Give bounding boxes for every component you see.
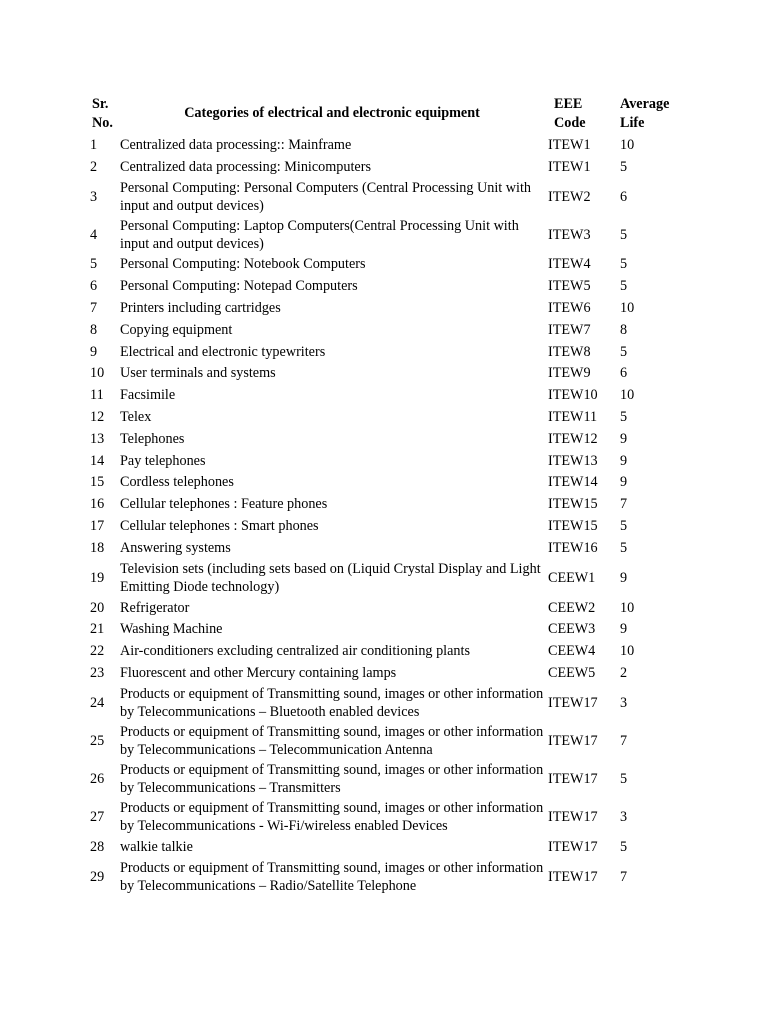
sr-no-cell: 16 bbox=[90, 496, 105, 513]
table-row bbox=[88, 297, 688, 319]
average-life-cell: 5 bbox=[620, 770, 628, 787]
category-cell: Pay telephones bbox=[120, 452, 206, 469]
category-cell: User terminals and systems bbox=[120, 365, 276, 382]
category-cell: Products or equipment of Transmitting sound, images or other information by Telecommunications – Telecommunication Antenna bbox=[120, 723, 544, 758]
average-life-cell: 7 bbox=[620, 496, 628, 513]
average-life-cell: 9 bbox=[620, 621, 628, 638]
eee-code-cell: ITEW16 bbox=[548, 539, 598, 556]
average-life-cell: 10 bbox=[620, 643, 635, 660]
average-life-cell: 9 bbox=[620, 430, 628, 447]
category-cell: Products or equipment of Transmitting sound, images or other information by Telecommunications – Transmitters bbox=[120, 761, 544, 796]
sr-no-cell: 22 bbox=[90, 643, 105, 660]
sr-no-cell: 4 bbox=[90, 226, 98, 243]
table-row bbox=[88, 493, 688, 515]
eee-code-cell: ITEW15 bbox=[548, 496, 598, 513]
eee-code-cell: ITEW6 bbox=[548, 300, 591, 317]
sr-no-cell: 6 bbox=[90, 278, 98, 295]
average-life-cell: 8 bbox=[620, 321, 628, 338]
category-cell: Refrigerator bbox=[120, 599, 190, 616]
sr-no-cell: 28 bbox=[90, 838, 105, 855]
average-life-cell: 10 bbox=[620, 300, 635, 317]
category-cell: Products or equipment of Transmitting sound, images or other information by Telecommunications – Bluetooth enabled devices bbox=[120, 685, 544, 720]
header-life-line1: Average bbox=[620, 96, 670, 112]
header-category: Categories of electrical and electronic equipment bbox=[184, 105, 480, 122]
category-cell: Products or equipment of Transmitting sound, images or other information by Telecommunications – Radio/Satellite Telephone bbox=[120, 859, 544, 894]
table-row bbox=[88, 619, 688, 641]
average-life-cell: 6 bbox=[620, 365, 628, 382]
table-row bbox=[88, 341, 688, 363]
eee-code-cell: ITEW17 bbox=[548, 838, 598, 855]
eee-code-cell: ITEW17 bbox=[548, 732, 598, 749]
table-row bbox=[88, 640, 688, 662]
table-row bbox=[88, 684, 688, 722]
table-row bbox=[88, 836, 688, 858]
eee-code-cell: ITEW8 bbox=[548, 343, 591, 360]
table-row bbox=[88, 134, 688, 156]
table-row bbox=[88, 559, 688, 597]
sr-no-cell: 10 bbox=[90, 365, 105, 382]
eee-code-cell: ITEW7 bbox=[548, 321, 591, 338]
sr-no-cell: 23 bbox=[90, 665, 105, 682]
average-life-cell: 5 bbox=[620, 278, 628, 295]
sr-no-cell: 24 bbox=[90, 694, 105, 711]
table-row bbox=[88, 597, 688, 619]
eee-code-cell: ITEW4 bbox=[548, 256, 591, 273]
eee-code-cell: ITEW11 bbox=[548, 409, 598, 426]
table-row bbox=[88, 450, 688, 472]
eee-code-cell: ITEW17 bbox=[548, 868, 598, 885]
average-life-cell: 6 bbox=[620, 188, 628, 205]
eee-code-cell: ITEW15 bbox=[548, 518, 598, 535]
table-row bbox=[88, 722, 688, 760]
sr-no-cell: 29 bbox=[90, 868, 105, 885]
eee-code-cell: ITEW17 bbox=[548, 808, 598, 825]
sr-no-cell: 8 bbox=[90, 321, 98, 338]
sr-no-cell: 9 bbox=[90, 343, 98, 360]
header-row bbox=[88, 94, 688, 134]
table-row bbox=[88, 216, 688, 254]
category-cell: Personal Computing: Laptop Computers(Central Processing Unit with input and output devices) bbox=[120, 217, 519, 252]
eee-average-life-table bbox=[88, 94, 688, 896]
table-row bbox=[88, 319, 688, 341]
average-life-cell: 3 bbox=[620, 808, 628, 825]
sr-no-cell: 3 bbox=[90, 188, 98, 205]
average-life-cell: 9 bbox=[620, 474, 628, 491]
sr-no-cell: 5 bbox=[90, 256, 98, 273]
category-cell: Products or equipment of Transmitting sound, images or other information by Telecommunications - Wi-Fi/wireless enabled Devices bbox=[120, 799, 544, 834]
header-sr-line1: Sr. bbox=[92, 96, 109, 112]
header-average-life bbox=[610, 94, 688, 134]
sr-no-cell: 27 bbox=[90, 808, 105, 825]
category-cell: Cordless telephones bbox=[120, 474, 234, 491]
table-row bbox=[88, 798, 688, 836]
eee-code-cell: ITEW1 bbox=[548, 136, 591, 153]
category-cell: Fluorescent and other Mercury containing lamps bbox=[120, 665, 397, 682]
header-eee-code bbox=[546, 94, 610, 134]
eee-code-cell: ITEW1 bbox=[548, 158, 591, 175]
average-life-cell: 9 bbox=[620, 569, 628, 586]
eee-code-cell: ITEW10 bbox=[548, 387, 598, 404]
table-row bbox=[88, 515, 688, 537]
table-row bbox=[88, 760, 688, 798]
average-life-cell: 5 bbox=[620, 838, 628, 855]
average-life-cell: 5 bbox=[620, 158, 628, 175]
table-row bbox=[88, 178, 688, 216]
table-row bbox=[88, 275, 688, 297]
sr-no-cell: 7 bbox=[90, 300, 98, 317]
category-cell: Television sets (including sets based on (Liquid Crystal Display and Light Emitting Diode technology) bbox=[120, 560, 541, 595]
category-cell: Cellular telephones : Smart phones bbox=[120, 518, 319, 535]
eee-code-cell: ITEW3 bbox=[548, 226, 591, 243]
average-life-cell: 7 bbox=[620, 732, 628, 749]
category-cell: Centralized data processing: Minicomputers bbox=[120, 158, 371, 175]
table-row bbox=[88, 384, 688, 406]
category-cell: Electrical and electronic typewriters bbox=[120, 343, 326, 360]
average-life-cell: 10 bbox=[620, 387, 635, 404]
sr-no-cell: 25 bbox=[90, 732, 105, 749]
average-life-cell: 5 bbox=[620, 226, 628, 243]
category-cell: Cellular telephones : Feature phones bbox=[120, 496, 328, 513]
category-cell: Printers including cartridges bbox=[120, 300, 281, 317]
sr-no-cell: 18 bbox=[90, 539, 105, 556]
category-cell: Answering systems bbox=[120, 539, 231, 556]
eee-code-cell: ITEW5 bbox=[548, 278, 591, 295]
sr-no-cell: 2 bbox=[90, 158, 98, 175]
sr-no-cell: 20 bbox=[90, 599, 105, 616]
sr-no-cell: 17 bbox=[90, 518, 105, 535]
table-row bbox=[88, 858, 688, 896]
table-header bbox=[88, 94, 688, 134]
eee-code-cell: ITEW13 bbox=[548, 452, 598, 469]
header-code-line1: EEE bbox=[554, 96, 583, 112]
eee-code-cell: CEEW1 bbox=[548, 569, 596, 586]
table-row bbox=[88, 363, 688, 385]
table-body bbox=[88, 134, 688, 896]
average-life-cell: 10 bbox=[620, 136, 635, 153]
sr-no-cell: 19 bbox=[90, 569, 105, 586]
sr-no-cell: 13 bbox=[90, 430, 105, 447]
category-cell: Personal Computing: Personal Computers (Central Processing Unit with input and output devices) bbox=[120, 179, 532, 214]
category-cell: Telephones bbox=[120, 430, 185, 447]
eee-code-cell: CEEW3 bbox=[548, 621, 596, 638]
eee-code-cell: ITEW9 bbox=[548, 365, 591, 382]
table-row bbox=[88, 662, 688, 684]
category-cell: Air-conditioners excluding centralized air conditioning plants bbox=[120, 643, 470, 660]
table-row bbox=[88, 472, 688, 494]
category-cell: Telex bbox=[120, 409, 152, 426]
category-cell: Facsimile bbox=[120, 387, 176, 404]
header-sr-line2: No. bbox=[92, 114, 113, 131]
eee-code-cell: ITEW12 bbox=[548, 430, 598, 447]
average-life-cell: 2 bbox=[620, 665, 628, 682]
sr-no-cell: 15 bbox=[90, 474, 105, 491]
sr-no-cell: 11 bbox=[90, 387, 104, 404]
category-cell: Personal Computing: Notepad Computers bbox=[120, 278, 358, 295]
sr-no-cell: 1 bbox=[90, 136, 98, 153]
average-life-cell: 5 bbox=[620, 539, 628, 556]
sr-no-cell: 21 bbox=[90, 621, 105, 638]
table-row bbox=[88, 428, 688, 450]
category-cell: Centralized data processing:: Mainframe bbox=[120, 136, 352, 153]
category-cell: Personal Computing: Notebook Computers bbox=[120, 256, 366, 273]
eee-code-cell: ITEW17 bbox=[548, 770, 598, 787]
average-life-cell: 9 bbox=[620, 452, 628, 469]
eee-code-cell: CEEW4 bbox=[548, 643, 596, 660]
average-life-cell: 5 bbox=[620, 343, 628, 360]
category-cell: Washing Machine bbox=[120, 621, 223, 638]
sr-no-cell: 26 bbox=[90, 770, 105, 787]
table-row bbox=[88, 254, 688, 276]
table-row bbox=[88, 406, 688, 428]
sr-no-cell: 12 bbox=[90, 409, 105, 426]
header-life-line2: Life bbox=[620, 114, 645, 131]
table-row bbox=[88, 537, 688, 559]
average-life-cell: 5 bbox=[620, 256, 628, 273]
average-life-cell: 10 bbox=[620, 599, 635, 616]
eee-code-cell: ITEW17 bbox=[548, 694, 598, 711]
eee-code-cell: ITEW2 bbox=[548, 188, 591, 205]
eee-code-cell: CEEW5 bbox=[548, 665, 596, 682]
average-life-cell: 5 bbox=[620, 518, 628, 535]
average-life-cell: 7 bbox=[620, 868, 628, 885]
header-sr-no bbox=[88, 94, 118, 134]
average-life-cell: 3 bbox=[620, 694, 628, 711]
header-code-line2: Code bbox=[554, 114, 586, 131]
sr-no-cell: 14 bbox=[90, 452, 105, 469]
average-life-cell: 5 bbox=[620, 409, 628, 426]
eee-code-cell: CEEW2 bbox=[548, 599, 596, 616]
category-cell: walkie talkie bbox=[120, 838, 193, 855]
table-row bbox=[88, 156, 688, 178]
category-cell: Copying equipment bbox=[120, 321, 233, 338]
eee-code-cell: ITEW14 bbox=[548, 474, 598, 491]
